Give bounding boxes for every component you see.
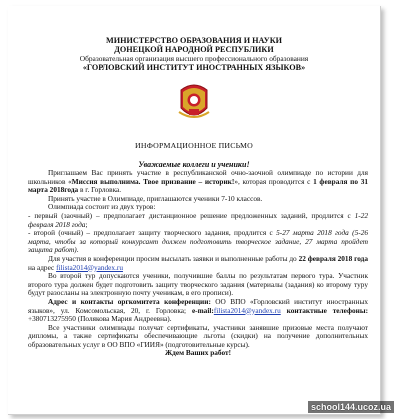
paragraph-rounds: Олимпиада состоит из двух туров: <box>48 202 156 212</box>
paragraph-participants: Принять участие в Олимпиаде, приглашаются ученики 7-10 классов. <box>48 193 263 203</box>
text: . <box>76 245 79 255</box>
letter-body <box>8 169 380 358</box>
paragraph-deadline <box>28 255 368 272</box>
watermark: school144.ucoz.ua <box>308 401 394 413</box>
paragraph-certificates: Все участники олимпиады получат сертификаты, участники занявшие призовые места получают дипломы, а также сертификаты обеспечивающие льготы (скидки) на получение дополнительных образовательных услуг в ОО ВПО «ГИИЯ» (подготовительные курсы). <box>28 322 368 349</box>
republic-line: ДОНЕЦКОЙ НАРОДНОЙ РЕСПУБЛИКИ <box>114 45 274 54</box>
text: ; <box>85 219 88 229</box>
round-one-dates: 1-22 февраля 2018 года <box>28 210 368 229</box>
text: ОО ВПО «Горловский институт иностранных языков», ул. Комсомольская, 20, г. Горловка; <box>28 296 368 315</box>
text: - первый (заочный) – предполагает дистанционное решение предложенных заданий, продлится с <box>28 210 355 220</box>
round-two-dates: 5-27 марта 2018 года (5-26 марта, чтобы за который конкурсант должен подготовить творческое задание, 27 марта пройдет защита работ) <box>28 228 368 255</box>
text: Для участия в конференции просим высылать заявки и выполненные работы до <box>48 253 299 263</box>
ministry-line: МИНИСТЕРСТВО ОБРАЗОВАНИЯ И НАУКИ <box>106 36 282 45</box>
closing-line: Ждем Ваших работ! <box>164 348 232 358</box>
text: в г. Горловка. <box>78 185 122 195</box>
text: - второй (очный) – предполагает защиту творческого задания, продлится с <box>28 228 277 238</box>
paragraph-second-round: Во второй тур допускаются ученики, получившие баллы по результатам первого тура. Участник второго тура должен будет подготовить защиту творческого задания (материалы (задания) ко второму туру будут разосланы на электронную почту ученикам, в его прописи). <box>28 271 368 298</box>
email-label: e-mail: <box>191 305 214 315</box>
paragraph-contacts <box>28 298 368 324</box>
text: », которая проводится с <box>234 176 314 186</box>
organization-type-line: Образовательная организация высшего профессионального образования <box>79 54 309 63</box>
paragraph-round-two <box>28 229 368 255</box>
text: на адрес <box>28 262 57 272</box>
text: +380713275950 (Полякова Мария Андреевна). <box>28 314 172 324</box>
paragraph-invitation <box>28 169 368 195</box>
contact-email-link[interactable]: filista2014@yandex.ru <box>213 305 281 315</box>
institute-emblem-icon <box>177 82 211 122</box>
deadline-date: 22 февраля 2018 года <box>298 253 368 263</box>
olympiad-dates: 1 февраля по 31 марта 2018года <box>28 176 368 195</box>
document-page <box>8 6 381 415</box>
olympiad-name: Миссия выполнима. Твое призвание – историк! <box>71 176 235 186</box>
phones-label: контактные телефоны: <box>286 305 368 315</box>
letterhead <box>8 36 380 72</box>
letter-title: ИНФОРМАЦИОННОЕ ПИСЬМО <box>135 141 253 150</box>
paragraph-round-one <box>28 212 368 229</box>
text: Приглашаем Вас принять участие в республиканской очно-заочной олимпиаде по истории для школьников « <box>28 168 368 186</box>
greeting: Уважаемые коллеги и ученики! <box>138 160 250 169</box>
contacts-heading: Адрес и контакты оргкомитета конференции: <box>48 296 211 306</box>
institute-name: «ГОРЛОВСКИЙ ИНСТИТУТ ИНОСТРАННЫХ ЯЗЫКОВ» <box>82 63 306 72</box>
email-link[interactable]: filista2014@yandex.ru <box>56 262 123 272</box>
